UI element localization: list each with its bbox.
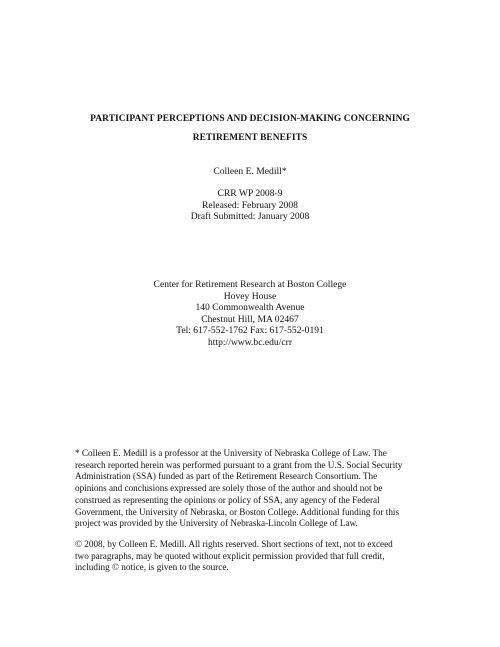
- author-name: Colleen E. Medill*: [213, 166, 287, 177]
- footnote-line: * Colleen E. Medill is a professor at the University of Nebraska College of Law. The: [75, 448, 387, 458]
- footnote-line: research reported herein was performed pursuant to a grant from the U.S. Social Security: [75, 459, 403, 470]
- title-line-2: RETIREMENT BENEFITS: [192, 133, 308, 143]
- institution-name: Center for Retirement Research at Boston College: [153, 279, 347, 290]
- submission-date: Draft Submitted: January 2008: [190, 211, 310, 222]
- footnote-line: Administration (SSA) funded as part of the Retirement Research Consortium. The: [75, 471, 378, 482]
- copyright-line: including © notice, is given to the source.: [75, 562, 229, 573]
- working-paper-info: [40, 188, 460, 223]
- copyright-line: two paragraphs, may be quoted without explicit permission provided that full credit,: [75, 550, 385, 561]
- footnote-line: project was provided by the University of Nebraska-Lincoln College of Law.: [75, 518, 358, 529]
- copyright-line: © 2008, by Colleen E. Medill. All rights reserved. Short sections of text, not to exceed: [75, 539, 393, 549]
- institution-address: [40, 279, 460, 349]
- copyright-notice: [75, 539, 431, 574]
- street-address: 140 Commonwealth Avenue: [195, 302, 305, 314]
- footnote-line: construed as representing the opinions or policy of SSA, any agency of the Federal: [75, 494, 380, 505]
- working-paper-number: CRR WP 2008-9: [217, 188, 283, 199]
- author-footnote: [75, 448, 431, 530]
- paper-title: [40, 110, 460, 148]
- city-state-zip: Chestnut Hill, MA 02467: [201, 313, 299, 325]
- author-block: [40, 166, 460, 178]
- footnote-line: Government, the University of Nebraska, or Boston College. Additional funding for this: [75, 506, 400, 517]
- footnote-line: opinions and conclusions expressed are solely those of the author and should not be: [75, 483, 383, 494]
- release-date: Released: February 2008: [202, 199, 298, 211]
- phone-fax: Tel: 617-552-1762 Fax: 617-552-0191: [176, 325, 324, 337]
- website-url: http://www.bc.edu/crr: [207, 336, 293, 348]
- building-name: Hovey House: [223, 290, 277, 302]
- title-line-1: PARTICIPANT PERCEPTIONS AND DECISION-MAKING CONCERNING: [90, 114, 410, 124]
